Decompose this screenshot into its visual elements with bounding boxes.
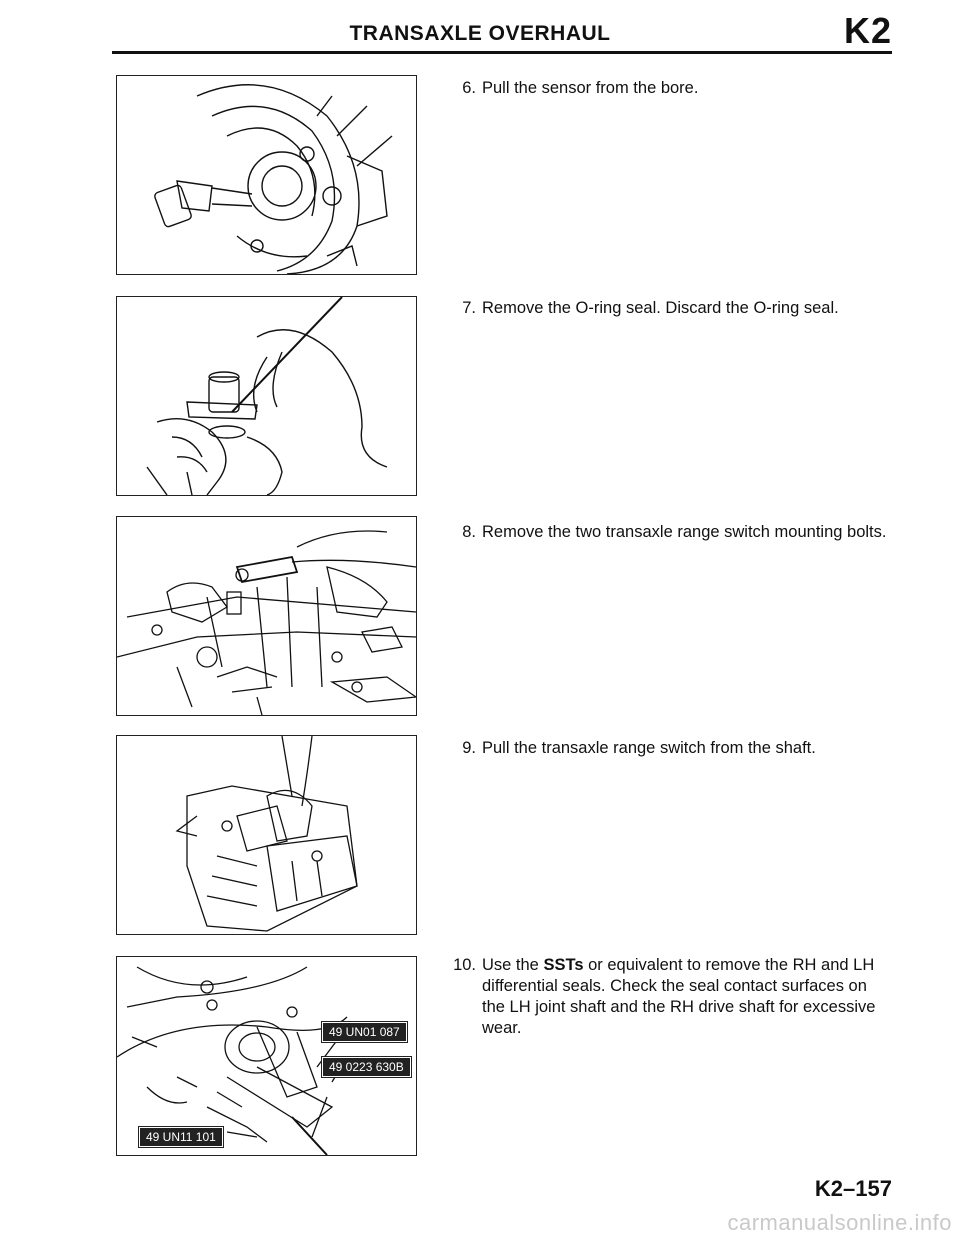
step-text-part: or equivalent to remove the RH and LH differential seals. Check the seal contact surfaces on the LH joint shaft and the RH drive shaft for excessive wear. (482, 956, 876, 1037)
step-10 (436, 955, 898, 1039)
step-number: 6. (462, 79, 476, 97)
tool-label-49un11101: 49 UN11 101 (139, 1127, 223, 1147)
sst-bold-term: SSTs (543, 956, 584, 974)
figure-sensor-removal (116, 75, 417, 275)
step-text: Pull the sensor from the bore. (482, 79, 699, 97)
step-number: 8. (462, 523, 476, 541)
figure-oring-removal (116, 296, 417, 496)
tool-label-49un01087: 49 UN01 087 (322, 1022, 407, 1042)
step-text: Pull the transaxle range switch from the shaft. (482, 739, 816, 757)
section-code: K2 (843, 10, 892, 51)
page-title: TRANSAXLE OVERHAUL (349, 22, 611, 45)
figure-mounting-bolts (116, 516, 417, 716)
step-number: 9. (462, 739, 476, 757)
step-text: Remove the O-ring seal. Discard the O-ring seal. (482, 299, 839, 317)
step-text: Remove the two transaxle range switch mounting bolts. (482, 523, 887, 541)
step-8 (436, 522, 898, 543)
step-7 (436, 298, 898, 319)
tool-label-490223630b: 49 0223 630B (322, 1057, 411, 1077)
header-rule (112, 51, 892, 54)
step-6 (436, 78, 898, 99)
step-number: 7. (462, 299, 476, 317)
figure-range-switch-pull (116, 735, 417, 935)
figure-differential-seal-removal (116, 956, 417, 1156)
page-number: K2–157 (814, 1176, 892, 1201)
watermark: carmanualsonline.info (727, 1210, 952, 1235)
step-text-part: Use the (482, 956, 544, 974)
step-9 (436, 738, 898, 759)
step-text (482, 955, 894, 1039)
step-number: 10. (453, 956, 476, 974)
